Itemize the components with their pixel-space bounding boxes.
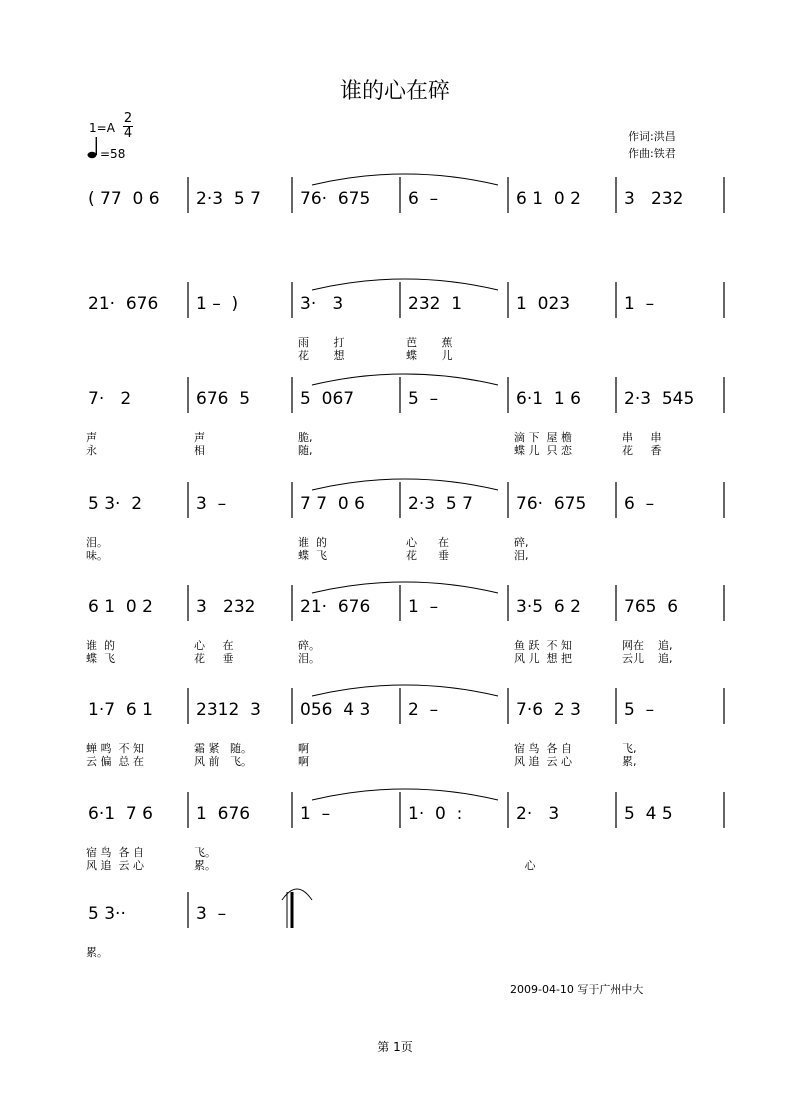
lyric-verse-1: 碎, <box>514 536 529 549</box>
lyricist-credit: 作词:洪昌 <box>628 130 676 143</box>
lyric-verse-2: 累。 <box>194 859 216 872</box>
time-signature-top: 2 <box>123 111 133 126</box>
time-signature <box>122 112 134 141</box>
measure <box>508 790 616 880</box>
measure-notes: 1 676 <box>196 804 251 824</box>
lyric-verse-1: 谁 的 <box>298 536 327 549</box>
time-signature-bottom: 4 <box>123 126 133 141</box>
lyric-verse-1: 泪。 <box>86 536 108 549</box>
lyric-verse-1: 累。 <box>86 946 108 959</box>
measure-notes: 232 1 <box>408 294 463 314</box>
measure <box>80 890 188 980</box>
measure <box>188 686 292 776</box>
measure-notes: 056 4 3 <box>300 700 371 720</box>
lyric-verse-2: 蝶 飞 <box>298 549 327 562</box>
lyric-verse-2: 永 <box>86 444 97 457</box>
measure <box>400 375 508 465</box>
measure-notes: 3 – <box>196 904 227 924</box>
lyric-verse-1: 滴 下 屋 檐 <box>514 431 572 444</box>
measure-notes: 2·3 545 <box>624 389 695 409</box>
measure <box>292 175 400 265</box>
measure-notes: 6·1 7 6 <box>88 804 153 824</box>
measure-notes: 1· 0 : <box>408 804 463 824</box>
lyric-verse-2: 味。 <box>86 549 108 562</box>
measure <box>292 686 400 776</box>
lyric-verse-2: 蝶 儿 只 恋 <box>514 444 572 457</box>
lyric-verse-1: 心 在 <box>406 536 449 549</box>
lyric-verse-2: 风 追 云 心 <box>86 859 144 872</box>
measure-notes: 5 3· 2 <box>88 494 143 514</box>
lyric-verse-2: 花 垂 <box>406 549 449 562</box>
measure-notes: 2·3 5 7 <box>196 189 261 209</box>
measure-notes: 765 6 <box>624 597 679 617</box>
lyric-verse-2: 蝶 飞 <box>86 652 115 665</box>
measure <box>188 790 292 880</box>
measure-notes: 7 7 0 6 <box>300 494 365 514</box>
measure <box>292 480 400 570</box>
measure-notes: 7·6 2 3 <box>516 700 581 720</box>
lyric-verse-2: 啊 <box>298 755 309 768</box>
measure <box>508 480 616 570</box>
measure <box>508 375 616 465</box>
lyric-verse-1: 飞。 <box>194 846 216 859</box>
measure-notes: 6 – <box>408 189 439 209</box>
measure-notes: 2 – <box>408 700 439 720</box>
quarter-note-icon <box>86 136 100 160</box>
measure-notes: 3· 3 <box>300 294 344 314</box>
lyric-verse-2: 风 儿 想 把 <box>514 652 572 665</box>
lyric-verse-2: 云儿 追, <box>622 652 673 665</box>
measure <box>188 175 292 265</box>
score-row <box>0 375 790 465</box>
footer-date: 2009-04-10 写于广州中大 <box>510 983 644 996</box>
lyric-verse-1: 飞, <box>622 742 637 755</box>
measure <box>188 583 292 673</box>
measure <box>616 583 724 673</box>
measure-notes: 3 232 <box>196 597 256 617</box>
measure-notes: 1 – <box>408 597 439 617</box>
measure <box>616 790 724 880</box>
lyric-verse-1: 脆, <box>298 431 313 444</box>
composer-credit: 作曲:铁君 <box>628 147 676 160</box>
measure <box>400 583 508 673</box>
measure <box>400 480 508 570</box>
measure <box>400 686 508 776</box>
lyric-verse-1: 串 串 <box>622 431 662 444</box>
measure-notes: 5 – <box>624 700 655 720</box>
lyric-verse-1: 蝉 鸣 不 知 <box>86 742 144 755</box>
lyric-verse-1: 心 在 <box>194 639 234 652</box>
measure-notes: 6 1 0 2 <box>88 597 153 617</box>
measure-notes: 676 5 <box>196 389 251 409</box>
lyric-verse-1: 啊 <box>298 742 309 755</box>
lyric-verse-1: 霜 紧 随。 <box>194 742 252 755</box>
measure-notes: 2312 3 <box>196 700 261 720</box>
measure-notes: 3 – <box>196 494 227 514</box>
measure <box>400 280 508 370</box>
lyric-verse-2: 花 香 <box>622 444 662 457</box>
lyric-verse-2: 泪。 <box>298 652 320 665</box>
measure <box>508 686 616 776</box>
key-signature: 1=A <box>89 121 115 135</box>
lyric-verse-2: 随, <box>298 444 313 457</box>
measure <box>188 480 292 570</box>
tempo-marking: =58 <box>100 147 126 161</box>
lyric-verse-2: 花 垂 <box>194 652 234 665</box>
measure <box>80 790 188 880</box>
measure <box>292 280 400 370</box>
measure-notes: 6 – <box>624 494 655 514</box>
measure <box>80 480 188 570</box>
measure-notes: 21· 676 <box>88 294 159 314</box>
measure-notes: 1 – ) <box>196 294 239 314</box>
measure-notes: 76· 675 <box>516 494 587 514</box>
measure-notes: 76· 675 <box>300 189 371 209</box>
lyric-verse-1: 芭 蕉 <box>406 336 453 349</box>
lyric-verse-1: 碎。 <box>298 639 320 652</box>
measure-notes: 2· 3 <box>516 804 560 824</box>
lyric-verse-1: 雨 打 <box>298 336 345 349</box>
measure <box>616 175 724 265</box>
score-row <box>0 480 790 570</box>
score-row <box>0 280 790 370</box>
lyric-verse-2: 泪, <box>514 549 529 562</box>
measure-notes: 6·1 1 6 <box>516 389 581 409</box>
measure <box>616 280 724 370</box>
measure <box>80 375 188 465</box>
score-row <box>0 175 790 265</box>
measure-notes: 1 – <box>300 804 331 824</box>
score-row <box>0 583 790 673</box>
measure-notes: 5 – <box>408 389 439 409</box>
lyric-verse-2: 相 <box>194 444 205 457</box>
lyric-verse-2: 风 前 飞。 <box>194 755 252 768</box>
song-title: 谁的心在碎 <box>339 79 450 104</box>
score-row <box>0 686 790 776</box>
lyric-verse-1: 鱼 跃 不 知 <box>514 639 572 652</box>
measure <box>616 686 724 776</box>
measure <box>508 583 616 673</box>
measure <box>188 280 292 370</box>
measure <box>400 175 508 265</box>
lyric-verse-1: 宿 鸟 各 自 <box>514 742 572 755</box>
measure <box>508 280 616 370</box>
lyric-verse-1: 宿 鸟 各 自 <box>86 846 144 859</box>
measure-notes: 7· 2 <box>88 389 132 409</box>
measure-notes: 1 – <box>624 294 655 314</box>
measure <box>292 583 400 673</box>
measure <box>400 790 508 880</box>
measure <box>188 375 292 465</box>
measure-notes: 1·7 6 1 <box>88 700 153 720</box>
measure <box>292 790 400 880</box>
measure <box>80 280 188 370</box>
score-row <box>0 790 790 880</box>
lyric-verse-1: 声 <box>194 431 205 444</box>
measure <box>508 175 616 265</box>
lyric-verse-2: 心 <box>514 859 536 872</box>
lyric-verse-2: 蝶 儿 <box>406 349 453 362</box>
lyric-verse-2: 风 追 云 心 <box>514 755 572 768</box>
score-row <box>0 890 790 980</box>
lyric-verse-1: 谁 的 <box>86 639 115 652</box>
measure <box>80 175 188 265</box>
measure-notes: 6 1 0 2 <box>516 189 581 209</box>
measure <box>188 890 292 980</box>
page-number: 第 1页 <box>377 1040 413 1054</box>
measure-notes: 1 023 <box>516 294 571 314</box>
measure <box>80 583 188 673</box>
measure <box>292 375 400 465</box>
measure <box>80 686 188 776</box>
measure-notes: 5 3·· <box>88 904 126 924</box>
measure-notes: 21· 676 <box>300 597 371 617</box>
measure-notes: 3 232 <box>624 189 684 209</box>
lyric-verse-1: 网在 追, <box>622 639 673 652</box>
lyric-verse-1: 声 <box>86 431 97 444</box>
lyric-verse-2: 云 偏 总 在 <box>86 755 144 768</box>
measure-notes: ( 77 0 6 <box>88 189 160 209</box>
measure-notes: 5 067 <box>300 389 355 409</box>
lyric-verse-2: 花 想 <box>298 349 345 362</box>
measure-notes: 3·5 6 2 <box>516 597 581 617</box>
measure-notes: 2·3 5 7 <box>408 494 473 514</box>
measure-notes: 5 4 5 <box>624 804 673 824</box>
measure <box>616 480 724 570</box>
measure <box>616 375 724 465</box>
lyric-verse-2: 累, <box>622 755 637 768</box>
